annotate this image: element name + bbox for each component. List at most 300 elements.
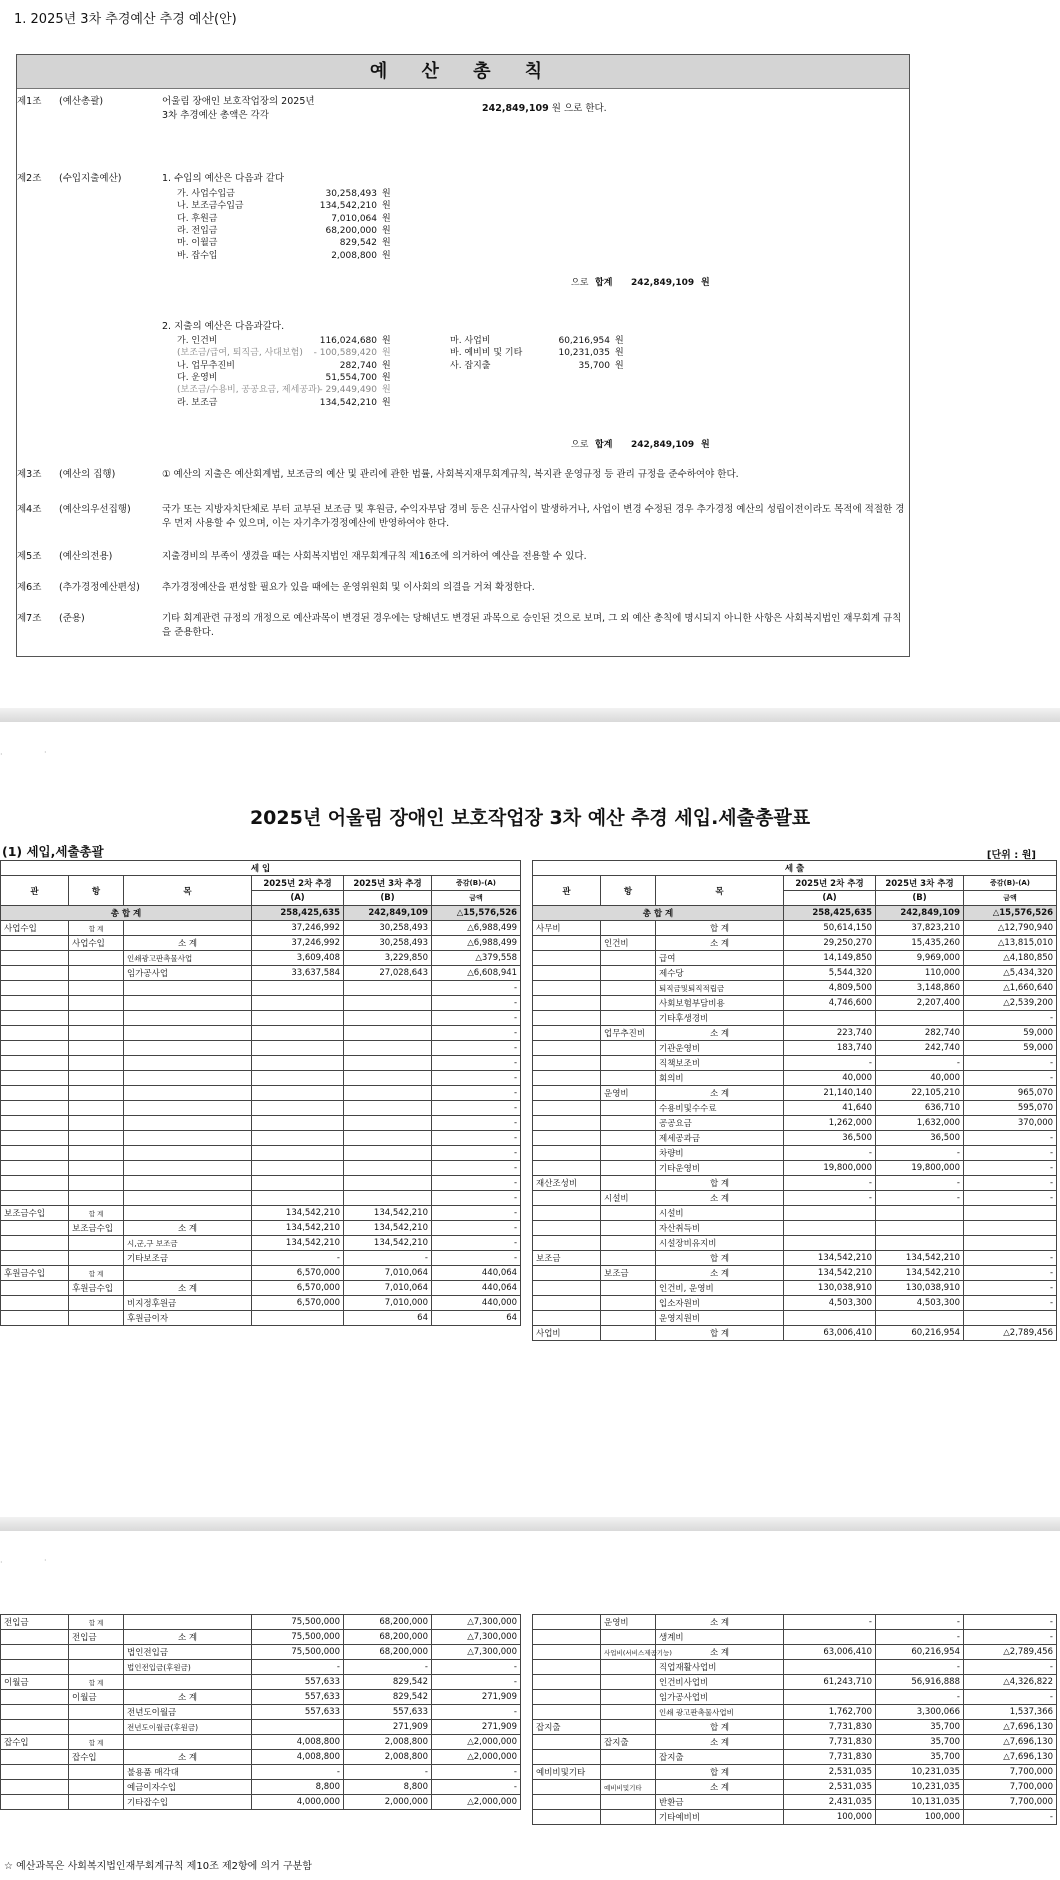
table-cell: 잡수입	[1, 1735, 69, 1750]
table-cell	[784, 1221, 876, 1236]
line-amount: 829,542	[339, 238, 377, 249]
table-cell	[1, 1281, 69, 1296]
table-cell: -	[432, 1765, 521, 1780]
article-text: 어울림 장애인 보호작업장의 2025년	[162, 96, 315, 107]
table-cell	[69, 1086, 124, 1101]
table-row	[1, 1146, 521, 1161]
table-cell: △2,000,000	[432, 1750, 521, 1765]
table-cell: -	[432, 1131, 521, 1146]
table-cell	[124, 1735, 252, 1750]
line-label: 라. 전입금	[177, 225, 218, 236]
grand-total-label: 총 합 계	[533, 906, 784, 921]
table-cell: 4,503,300	[876, 1296, 964, 1311]
table-cell	[533, 1071, 601, 1086]
table-cell	[601, 1221, 656, 1236]
table-cell: 7,700,000	[964, 1765, 1057, 1780]
table-cell: -	[432, 1251, 521, 1266]
table-cell: △379,558	[432, 951, 521, 966]
table-cell: 이월금	[69, 1690, 124, 1705]
line-label: 라. 보조금	[177, 397, 218, 408]
table-cell: △7,696,130	[964, 1750, 1057, 1765]
table-cell: 10,231,035	[876, 1780, 964, 1795]
table-cell: △7,300,000	[432, 1630, 521, 1645]
table-cell: 후원금이자	[124, 1311, 252, 1326]
table-cell	[533, 1780, 601, 1795]
table-cell	[601, 921, 656, 936]
table-cell: 6,570,000	[252, 1281, 344, 1296]
table-row	[533, 1780, 1057, 1795]
table-row	[533, 951, 1057, 966]
table-cell	[533, 1675, 601, 1690]
table-cell: 수용비및수수료	[656, 1101, 784, 1116]
table-cell: 636,710	[876, 1101, 964, 1116]
revenue-title: 1. 수입의 예산은 다음과 같다	[162, 173, 285, 184]
table-cell: 잡수입	[69, 1750, 124, 1765]
table-cell	[1, 996, 69, 1011]
table-cell: △7,696,130	[964, 1720, 1057, 1735]
table-cell: 소 계	[124, 1221, 252, 1236]
table-cell: 41,640	[784, 1101, 876, 1116]
table-cell	[69, 1720, 124, 1735]
table-cell	[964, 1206, 1057, 1221]
table-cell: 35,700	[876, 1750, 964, 1765]
table-cell	[533, 1221, 601, 1236]
table-cell: 예금이자수입	[124, 1780, 252, 1795]
table-cell	[344, 1116, 432, 1131]
table-row	[533, 1615, 1057, 1630]
page-separator	[0, 1517, 1060, 1531]
scan-mark: ·	[44, 748, 47, 757]
table-cell: -	[344, 1251, 432, 1266]
table-cell	[1, 1296, 69, 1311]
table-cell: -	[876, 1660, 964, 1675]
table-cell: -	[432, 1176, 521, 1191]
table-cell: 271,909	[432, 1690, 521, 1705]
table-cell: -	[432, 1116, 521, 1131]
table-cell	[1, 1720, 69, 1735]
table-cell	[601, 1101, 656, 1116]
table-cell	[533, 936, 601, 951]
table-cell	[1, 1630, 69, 1645]
line-label: 다. 운영비	[177, 372, 218, 383]
table-cell	[344, 1176, 432, 1191]
table-cell	[69, 1116, 124, 1131]
line-label: (보조금/수용비, 공공요금, 제세공과)	[177, 385, 321, 396]
table-cell: 100,000	[784, 1810, 876, 1825]
table-row	[533, 1296, 1057, 1311]
table-cell	[533, 1705, 601, 1720]
table-cell	[252, 1026, 344, 1041]
table-cell: -	[876, 1191, 964, 1206]
table-row	[1, 1645, 521, 1660]
won-unit: 원	[615, 336, 624, 346]
table-cell: 8,800	[252, 1780, 344, 1795]
line-amount: - 29,449,490	[319, 385, 377, 396]
table-cell: 7,010,064	[344, 1281, 432, 1296]
table-cell	[601, 1326, 656, 1341]
revenue-total: 242,849,109	[631, 278, 695, 288]
table-row	[533, 1735, 1057, 1750]
table-cell	[964, 1236, 1057, 1251]
table-cell	[1, 1645, 69, 1660]
table-row	[1, 966, 521, 981]
table-cell	[784, 1236, 876, 1251]
line-amount: 134,542,210	[319, 201, 377, 212]
table-cell	[124, 1116, 252, 1131]
table-row	[1, 936, 521, 951]
table-cell	[601, 981, 656, 996]
table-cell	[1, 1041, 69, 1056]
table-cell: 6,570,000	[252, 1296, 344, 1311]
table-cell: -	[432, 1191, 521, 1206]
table-cell: -	[964, 1690, 1057, 1705]
table-cell	[533, 1615, 601, 1630]
table-cell: 사회보험부담비용	[656, 996, 784, 1011]
table-cell	[1, 1056, 69, 1071]
table-cell: 전입금	[69, 1630, 124, 1645]
table-cell	[344, 1146, 432, 1161]
table-cell: 75,500,000	[252, 1630, 344, 1645]
table-cell: -	[432, 1026, 521, 1041]
table-cell: 운영비	[601, 1615, 656, 1630]
table-cell: 130,038,910	[876, 1281, 964, 1296]
table-cell: 기관운영비	[656, 1041, 784, 1056]
table-cell	[69, 1041, 124, 1056]
table-row	[1, 1630, 521, 1645]
table-cell: △6,988,499	[432, 936, 521, 951]
table-row	[533, 1176, 1057, 1191]
table-cell: -	[964, 1630, 1057, 1645]
table-cell: -	[432, 1161, 521, 1176]
table-cell	[601, 1311, 656, 1326]
table-row	[533, 1191, 1057, 1206]
table-cell: 2,008,800	[344, 1750, 432, 1765]
table-cell	[533, 1266, 601, 1281]
table-cell	[252, 1720, 344, 1735]
table-cell	[601, 1705, 656, 1720]
total-amount: 242,849,109	[482, 103, 549, 114]
table-cell: 3,300,066	[876, 1705, 964, 1720]
table-cell: 68,200,000	[344, 1645, 432, 1660]
table-cell	[533, 996, 601, 1011]
table-cell: 60,216,954	[876, 1645, 964, 1660]
line-amount: 30,258,493	[325, 189, 377, 199]
table-cell	[1, 1131, 69, 1146]
won-unit: 원	[382, 250, 391, 261]
table-cell	[124, 1086, 252, 1101]
table-row	[533, 1146, 1057, 1161]
table-cell	[601, 1296, 656, 1311]
table-cell	[601, 1251, 656, 1266]
table-cell	[1, 1026, 69, 1041]
table-cell: 시,군,구 보조금	[124, 1236, 252, 1251]
table-row	[1, 1056, 521, 1071]
table-cell	[252, 1086, 344, 1101]
table-cell: -	[432, 996, 521, 1011]
table-cell: 이월금	[1, 1675, 69, 1690]
table-row	[1, 1660, 521, 1675]
table-cell: 인건비사업비	[656, 1675, 784, 1690]
table-cell: 반환금	[656, 1795, 784, 1810]
table-cell: 64	[344, 1311, 432, 1326]
box-title: 예 산 총 칙	[17, 55, 909, 89]
table-cell: 36,500	[876, 1131, 964, 1146]
table-cell	[252, 1056, 344, 1071]
table-cell: 운영지원비	[656, 1311, 784, 1326]
table-cell	[344, 1161, 432, 1176]
table-cell: 134,542,210	[252, 1206, 344, 1221]
table-cell: 법인전입금	[124, 1645, 252, 1660]
table-cell	[69, 1311, 124, 1326]
table-cell: -	[432, 1041, 521, 1056]
table-cell	[1, 1101, 69, 1116]
table-cell: 인쇄 광고판촉물사업비	[656, 1705, 784, 1720]
expense-title: 2. 지출의 예산은 다음과갈다.	[162, 321, 285, 332]
table-cell	[533, 1690, 601, 1705]
table-cell	[1, 1176, 69, 1191]
table-cell: 2,207,400	[876, 996, 964, 1011]
table-row	[533, 1011, 1057, 1026]
table-cell: 242,740	[876, 1041, 964, 1056]
table-row	[1, 1296, 521, 1311]
table-cell: 보조금	[533, 1251, 601, 1266]
table-cell	[344, 1101, 432, 1116]
table-cell	[69, 1071, 124, 1086]
table-cell	[601, 1011, 656, 1026]
table-cell: 소 계	[656, 1735, 784, 1750]
table-cell	[533, 1311, 601, 1326]
table-cell: 사업수입	[69, 936, 124, 951]
table-cell	[533, 1281, 601, 1296]
table-cell: 합 계	[656, 921, 784, 936]
table-cell	[124, 1041, 252, 1056]
table-cell: 19,800,000	[876, 1161, 964, 1176]
table-cell: 75,500,000	[252, 1615, 344, 1630]
table-cell	[601, 1056, 656, 1071]
table-cell: 합 계	[656, 1326, 784, 1341]
table-cell: 사업비	[533, 1326, 601, 1341]
table-cell	[124, 1206, 252, 1221]
table-cell	[252, 1101, 344, 1116]
table-cell	[533, 981, 601, 996]
table-cell: 2,531,035	[784, 1765, 876, 1780]
table-cell: 전년도이월금(후원금)	[124, 1720, 252, 1735]
table-cell	[964, 1221, 1057, 1236]
line-amount: 51,554,700	[325, 372, 377, 383]
table-cell: 합 계	[656, 1176, 784, 1191]
table-cell	[784, 1630, 876, 1645]
table-cell: 제수당	[656, 966, 784, 981]
table-cell	[252, 1146, 344, 1161]
table-cell	[69, 1660, 124, 1675]
table-cell	[876, 1011, 964, 1026]
unit-label: [단위 : 원]	[986, 850, 1036, 861]
table-row	[1, 951, 521, 966]
table-cell: 14,149,850	[784, 951, 876, 966]
table-row	[533, 1266, 1057, 1281]
table-row	[533, 936, 1057, 951]
table-cell: -	[432, 1780, 521, 1795]
table-cell	[124, 1266, 252, 1281]
table-row	[1, 1041, 521, 1056]
table-cell: 급여	[656, 951, 784, 966]
table-cell: 557,633	[252, 1705, 344, 1720]
table-row	[533, 1131, 1057, 1146]
table-row	[533, 1281, 1057, 1296]
table-cell	[344, 981, 432, 996]
line-label: (보조금/급여, 퇴직금, 사대보험)	[177, 348, 303, 359]
table-row	[533, 1645, 1057, 1660]
table-cell: 소 계	[656, 1645, 784, 1660]
table-cell: 440,000	[432, 1296, 521, 1311]
table-cell: 기타잡수입	[124, 1795, 252, 1810]
table-cell: 퇴직금및퇴직적립금	[656, 981, 784, 996]
table-cell: 223,740	[784, 1026, 876, 1041]
table-cell: -	[964, 1615, 1057, 1630]
table-row	[1, 1266, 521, 1281]
table-cell: 전년도이월금	[124, 1705, 252, 1720]
table-cell: 2,000,000	[344, 1795, 432, 1810]
table-cell: -	[344, 1765, 432, 1780]
table-row	[1, 1206, 521, 1221]
table-cell: △7,696,130	[964, 1735, 1057, 1750]
table-row	[1, 921, 521, 936]
table-cell	[601, 951, 656, 966]
table-row	[1, 1236, 521, 1251]
table-row	[1, 1071, 521, 1086]
table-cell	[1, 1011, 69, 1026]
won-unit: 원	[382, 213, 391, 224]
table-cell	[1, 1705, 69, 1720]
table-cell: 4,008,800	[252, 1735, 344, 1750]
table-cell	[533, 1191, 601, 1206]
table-cell	[344, 1071, 432, 1086]
table-cell	[784, 1690, 876, 1705]
table-cell: 829,542	[344, 1675, 432, 1690]
table-cell: 2,008,800	[344, 1735, 432, 1750]
table-cell	[601, 1690, 656, 1705]
table-cell	[533, 1131, 601, 1146]
table-cell: -	[432, 1056, 521, 1071]
table-cell: 4,000,000	[252, 1795, 344, 1810]
table-cell	[601, 1281, 656, 1296]
footnote: ☆ 예산과목은 사회복지법인재무회계규칙 제10조 제2항에 의거 구분함	[4, 1861, 312, 1872]
table-cell: 재산조성비	[533, 1176, 601, 1191]
article-name: (수입지출예산)	[59, 173, 122, 184]
table-cell: 100,000	[876, 1810, 964, 1825]
table-row	[1, 1251, 521, 1266]
table-cell: -	[432, 1221, 521, 1236]
table-row	[1, 1675, 521, 1690]
table-cell	[69, 1026, 124, 1041]
table-cell: 1,762,700	[784, 1705, 876, 1720]
table-cell: △2,000,000	[432, 1735, 521, 1750]
table-cell: △6,988,499	[432, 921, 521, 936]
table-cell: 33,637,584	[252, 966, 344, 981]
table-cell: 운영비	[601, 1086, 656, 1101]
table-cell: 7,731,830	[784, 1735, 876, 1750]
table-cell: 후원금수입	[69, 1281, 124, 1296]
table-cell: 40,000	[784, 1071, 876, 1086]
table-cell: 40,000	[876, 1071, 964, 1086]
table-cell	[601, 1146, 656, 1161]
won-unit: 원	[382, 238, 391, 249]
table-cell: 기타운영비	[656, 1161, 784, 1176]
table-row	[533, 1795, 1057, 1810]
table-cell: 370,000	[964, 1116, 1057, 1131]
table-cell	[69, 966, 124, 981]
table-cell	[601, 1161, 656, 1176]
table-cell	[876, 1311, 964, 1326]
table-cell: 271,909	[432, 1720, 521, 1735]
table-cell: 합 계	[656, 1251, 784, 1266]
table-cell: 7,731,830	[784, 1750, 876, 1765]
table-cell: 인건비	[601, 936, 656, 951]
table-cell: -	[432, 1675, 521, 1690]
table-row	[533, 1086, 1057, 1101]
revenue-header: 세 입	[1, 861, 521, 876]
table-row	[533, 1161, 1057, 1176]
table-cell: 4,008,800	[252, 1750, 344, 1765]
table-cell	[1, 1795, 69, 1810]
table-row	[533, 1690, 1057, 1705]
table-cell	[69, 981, 124, 996]
table-cell	[533, 1041, 601, 1056]
table-cell: 15,435,260	[876, 936, 964, 951]
table-cell: △2,000,000	[432, 1795, 521, 1810]
table-cell	[1, 1750, 69, 1765]
table-cell: 134,542,210	[344, 1236, 432, 1251]
table-cell	[344, 1086, 432, 1101]
table-cell: -	[876, 1630, 964, 1645]
table-cell: -	[432, 1206, 521, 1221]
table-cell	[124, 1056, 252, 1071]
table-cell: 소 계	[656, 1266, 784, 1281]
table-cell: 전입금	[1, 1615, 69, 1630]
table-cell: 37,823,210	[876, 921, 964, 936]
table-row	[1, 981, 521, 996]
table-cell	[124, 921, 252, 936]
table-cell: 134,542,210	[784, 1266, 876, 1281]
table-cell: -	[964, 1146, 1057, 1161]
table-row	[533, 1116, 1057, 1131]
table-cell: 회의비	[656, 1071, 784, 1086]
table-cell	[601, 1236, 656, 1251]
table-cell	[69, 1161, 124, 1176]
table-cell: 7,010,000	[344, 1296, 432, 1311]
table-cell	[601, 1176, 656, 1191]
table-row	[1, 1116, 521, 1131]
table-row	[533, 1071, 1057, 1086]
table-row	[1, 1011, 521, 1026]
table-cell: 595,070	[964, 1101, 1057, 1116]
table-cell	[252, 981, 344, 996]
table-cell	[533, 1296, 601, 1311]
table-cell: 기타후생경비	[656, 1011, 784, 1026]
table-cell	[252, 1191, 344, 1206]
table-row	[1, 1780, 521, 1795]
table-cell: 보조금수입	[69, 1221, 124, 1236]
table-cell: 소 계	[124, 1750, 252, 1765]
table-cell	[252, 1116, 344, 1131]
table-cell: 36,500	[784, 1131, 876, 1146]
table-cell	[1, 1116, 69, 1131]
line-label: 마. 이월금	[177, 238, 218, 249]
table-cell: 440,064	[432, 1281, 521, 1296]
table-row	[533, 1221, 1057, 1236]
table-cell: 제세공과금	[656, 1131, 784, 1146]
won-unit: 원	[615, 348, 624, 359]
